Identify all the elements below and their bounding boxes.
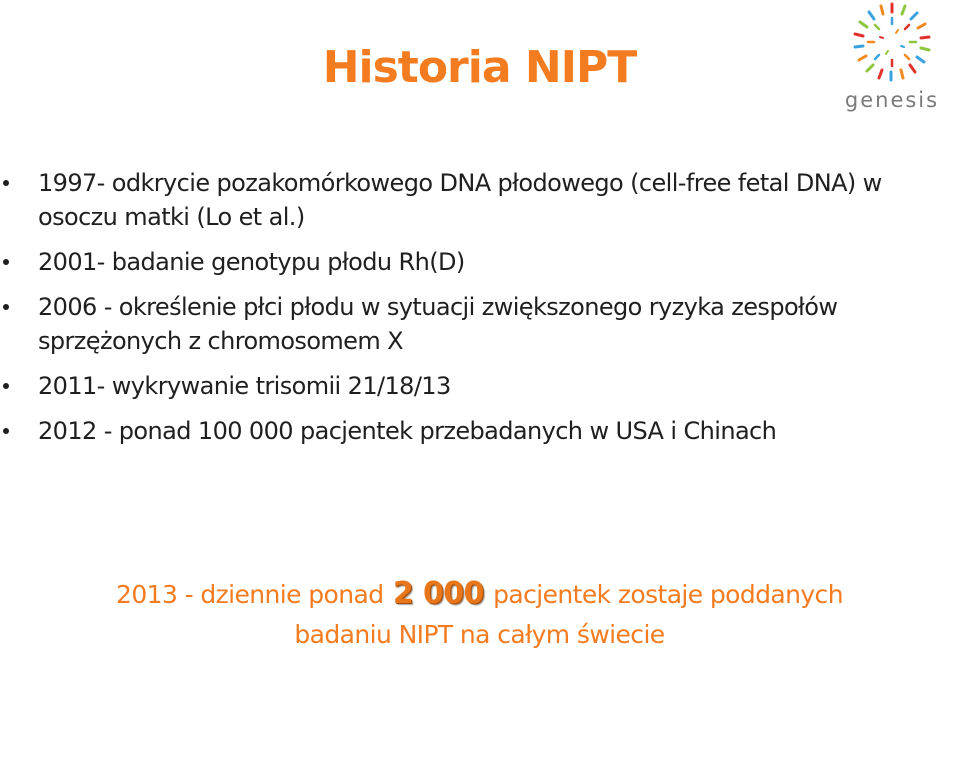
highlight-before: 2013 - dziennie ponad [116, 580, 384, 609]
bullet-text: 2006 - określenie płci płodu w sytuacji zwiększonego ryzyka zespołów sprzężonych z chromosomem X [38, 293, 838, 355]
footer [0, 722, 959, 764]
bullet-dot-icon [3, 304, 9, 310]
bullet-text: 2012 - ponad 100 000 pacjentek przebadanych w USA i Chinach [38, 417, 777, 445]
logo-wordmark: genesis [844, 88, 940, 112]
bullet-dot-icon [3, 180, 9, 186]
highlight-after-line2: badaniu NIPT na całym świecie [294, 620, 665, 649]
genesis-logo-mark-icon [826, 2, 958, 88]
highlight-number: 2 000 [392, 576, 484, 611]
highlight-after-line1: pacjentek zostaje poddanych [493, 580, 843, 609]
bullet-2012 [0, 414, 959, 448]
bullet-2011 [0, 369, 959, 403]
bullet-text: 2011- wykrywanie trisomii 21/18/13 [38, 372, 451, 400]
highlight-2013 [0, 574, 959, 655]
bullet-dot-icon [3, 259, 9, 265]
bullet-dot-icon [3, 428, 9, 434]
bullet-text: 2001- badanie genotypu płodu Rh(D) [38, 248, 465, 276]
footer-phone: 601 305 306 [768, 723, 858, 740]
bullet-dot-icon [3, 383, 9, 389]
bullet-1997 [0, 166, 959, 234]
footer-address: NZOZ Centrum Genetyki Medycznej Genesis , ul. Grudzieniec 4, 60-601 Poznań, INFOLINIA: [101, 723, 765, 740]
history-bullet-list [0, 166, 959, 459]
slide-title: Historia NIPT [322, 42, 637, 93]
bullet-2001 [0, 245, 959, 279]
bullet-text: 1997- odkrycie pozakomórkowego DNA płodowego (cell-free fetal DNA) w osoczu matki (Lo et al.) [38, 169, 882, 231]
footer-website-link[interactable]: www.genesis.pl [419, 744, 540, 761]
footer-address-line [0, 722, 959, 742]
bullet-2006 [0, 290, 959, 358]
genesis-logo [826, 2, 958, 114]
